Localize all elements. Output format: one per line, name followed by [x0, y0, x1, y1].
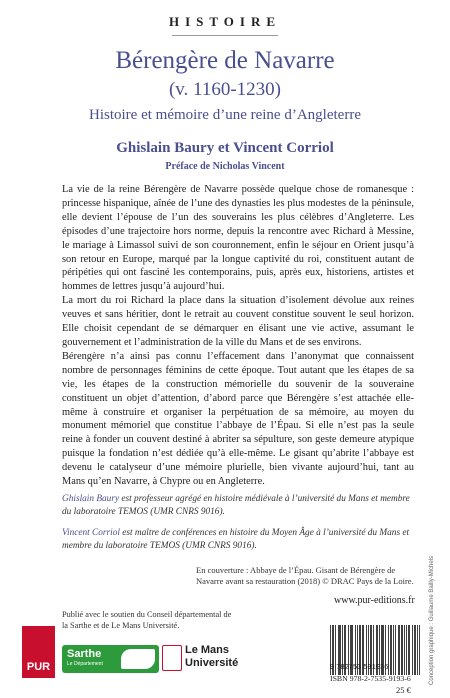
author-bio-2	[62, 527, 414, 552]
sarthe-department-logo	[62, 645, 159, 673]
series-underline	[172, 35, 278, 36]
graphic-design-credit	[429, 555, 441, 685]
barcode-bar	[398, 625, 399, 675]
author-bio-2-name: Vincent Corriol	[62, 528, 120, 538]
barcode-bar	[417, 625, 418, 675]
series-label	[0, 14, 450, 30]
barcode-bar	[395, 625, 396, 675]
author-bio-1-text: est professeur agrégé en histoire médiévale à l’université du Mans et membre du laboratoire TEMOS (UMR CNRS 9016).	[62, 494, 410, 517]
le-mans-logo-line-2: Université	[185, 657, 239, 669]
barcode-bar	[401, 625, 402, 675]
barcode-bar	[402, 625, 403, 675]
barcode-bar	[391, 625, 392, 675]
pur-logo	[22, 626, 55, 678]
graphic-design-credit-text: Conception graphique : Guillaume Bailly-Michels	[429, 555, 435, 685]
support-notice: Publié avec le soutien du Conseil départemental de la Sarthe et de Le Mans Université.	[62, 610, 232, 630]
price: 25 €	[396, 685, 411, 695]
barcode-bar	[412, 625, 413, 675]
book-subtitle: Histoire et mémoire d’une reine d’Angleterre	[89, 107, 361, 123]
barcode-bar	[414, 625, 415, 675]
barcode-bar	[415, 625, 416, 675]
summary-paragraph-2: La mort du roi Richard la place dans la situation d’isolement dévolue aux reines veuves et sans héritier, dont le retrait au couvent constitue souvent le seul horizon. Elle choisit cependant de se démarquer en élisant une vie active, assumant le gouvernement et l’administration de la ville du Mans et de ses environs.	[62, 295, 414, 348]
summary-paragraph-3: Bérengère n’a ainsi pas connu l’effacement dans l’anonymat que connaissent nombre de personnages féminins de cette époque. Tout autant que les étapes de sa vie, les étapes de la construction mémorielle du souvenir de la souveraine constituent un objet d’attention, d’abord parce que Bérengère s’est attachée elle-même à construire et organiser la perpétuation de sa mémoire, au moyen du monument mémoriel que constitue l’abbaye de l’Épau. Si elle n’est pas la seule reine à fonder un couvent destiné à abriter sa sépulture, son geste demeure atypique puisque la fondation n’est dédiée qu’à elle-même. Le gisant qu’abrite l’abbaye est devenu le catalyseur d’une mémoire plurielle, bien vivante aujourd’hui, tant au Mans qu’en Navarre, à Chypre ou en Angleterre.	[62, 350, 414, 488]
cover-credit: En couverture : Abbaye de l’Épau. Gisant de Bérengère de Navarre avant sa restauration (2018) © DRAC Pays de la Loire.	[196, 565, 414, 586]
book-preface: Préface de Nicholas Vincent	[165, 161, 285, 172]
sarthe-logo-subtext: Le Département	[67, 661, 103, 667]
barcode-digits: 9 782753 591936	[330, 662, 389, 671]
le-mans-logo-line-1: Le Mans	[185, 644, 230, 656]
series-text: HISTOIRE	[168, 14, 282, 29]
barcode-bar	[399, 625, 400, 675]
barcode-bar	[393, 625, 394, 675]
pur-logo-text: PUR	[26, 661, 51, 673]
author-bio-1	[62, 493, 414, 518]
back-cover-summary	[62, 183, 414, 489]
author-bio-2-text: est maître de conférences en histoire du Moyen Âge à l’université du Mans et membre du laboratoire TEMOS (UMR CNRS 9016).	[62, 528, 410, 551]
isbn-number: ISBN 978-2-7535-9193-6	[330, 674, 411, 683]
book-dates: (v. 1160-1230)	[168, 79, 282, 100]
barcode-bar	[404, 625, 405, 675]
book-title: Bérengère de Navarre	[115, 47, 335, 74]
barcode-bar	[419, 625, 420, 675]
summary-paragraph-1: La vie de la reine Bérengère de Navarre possède quelque chose de romanesque : princesse hispanique, aînée de l’une des dynasties les plus modestes de la péninsule, elle devient l’épouse de l’un des souverains les plus célèbres d’Angleterre. Les épisodes d’une trajectoire hors norme, depuis la rencontre avec Richard à Messine, le mariage à Limassol suivi de son couronnement, enfin le séjour en Orient jusqu’à son retour en Europe, marqué par la longue captivité du roi, constituent autant de péripéties qui ont fasciné les contemporains, puis, après eux, historiens, artistes et hommes de lettres jusqu’à aujourd’hui.	[62, 184, 414, 293]
le-mans-emblem-icon	[162, 645, 182, 671]
le-mans-universite-logo	[162, 642, 242, 674]
author-bio-1-name: Ghislain Baury	[62, 494, 120, 504]
book-authors: Ghislain Baury et Vincent Corriol	[116, 140, 334, 156]
barcode-bar	[390, 625, 391, 675]
publisher-website[interactable]: www.pur-editions.fr	[334, 595, 415, 606]
barcode-bar	[408, 625, 409, 675]
barcode-bar	[409, 625, 410, 675]
sarthe-leaf-icon	[121, 649, 155, 669]
barcode-bar	[406, 625, 407, 675]
sarthe-logo-text: Sarthe	[67, 648, 102, 660]
